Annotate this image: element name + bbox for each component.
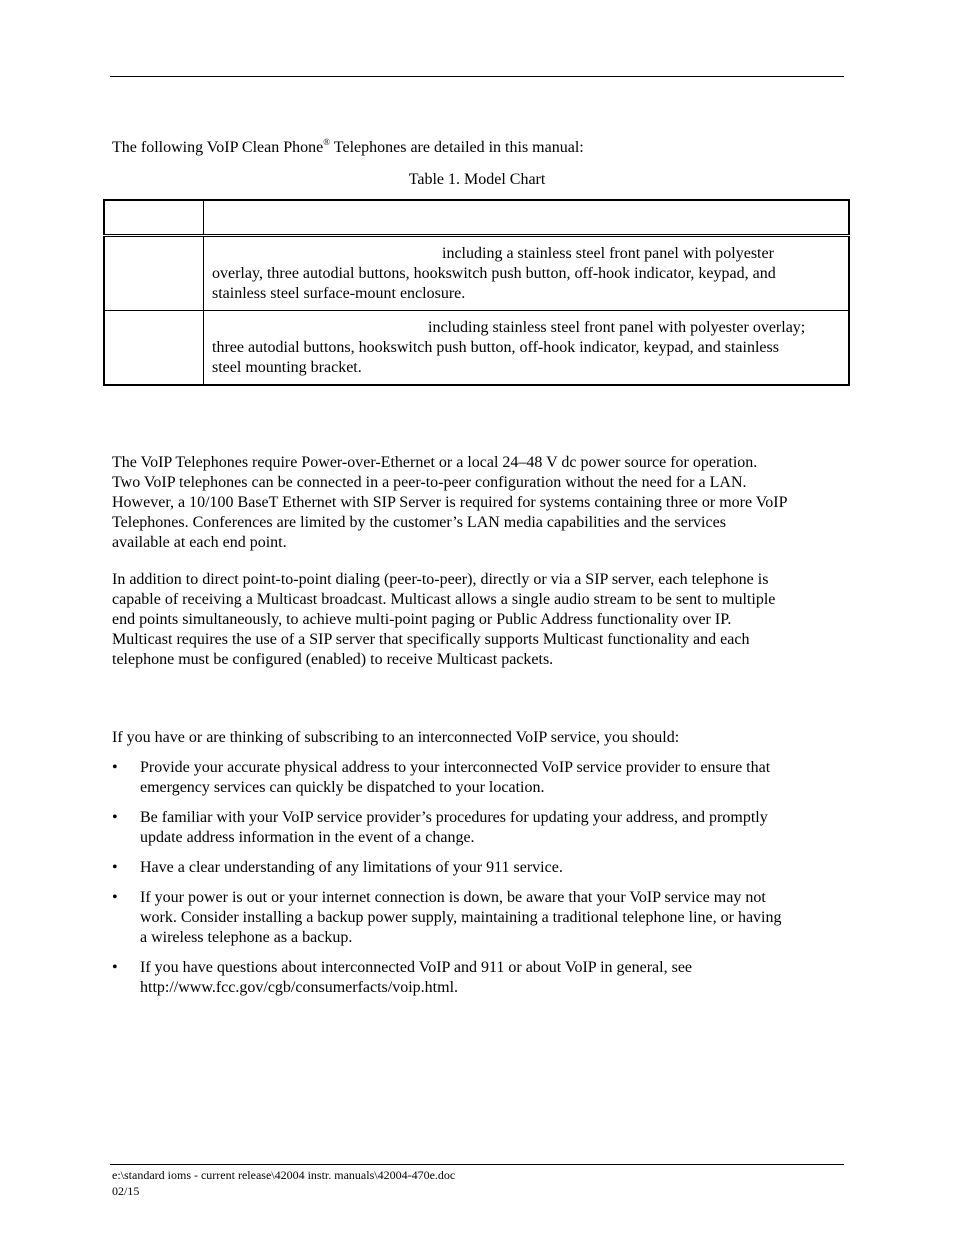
footer-file-path: e:\standard ioms - current release\42004 instr. manuals\42004-470e.doc [112, 1168, 456, 1182]
description-cell: including stainless steel front panel with polyester overlay; three autodial buttons, hookswitch push button, off-hook indicator, keypad, and stainless steel mounting bracket. [204, 311, 850, 386]
list-item: • Provide your accurate physical address to your interconnected VoIP service provider to ensure that emergency services can quickly be dispatched to your location. [112, 759, 771, 796]
footer-rule [110, 1164, 844, 1165]
table-row [104, 311, 849, 386]
fcc-url[interactable]: http://www.fcc.gov/cgb/consumerfacts/voip.html. [140, 979, 459, 996]
power-paragraph: The VoIP Telephones require Power-over-Ethernet or a local 24–48 V dc power source for operation. Two VoIP telephones can be connected in a peer-to-peer configuration without the need for a LAN. However, a 10/100 BaseT Ethernet with SIP Server is required for systems containing three or more VoIP Telephones. Conferences are limited by the customer’s LAN media capabilities and the services available at each end point. [112, 454, 788, 551]
list-item: • If you have questions about interconnected VoIP and 911 or about VoIP in general, see http://www.fcc.gov/cgb/consumerfacts/voip.html. [112, 959, 693, 996]
bullet-icon: • [112, 859, 118, 876]
header-cell-model [104, 200, 204, 236]
model-cell [104, 311, 204, 386]
table-header-row [104, 200, 849, 236]
multicast-paragraph: In addition to direct point-to-point dialing (peer-to-peer), directly or via a SIP server, each telephone is capable of receiving a Multicast broadcast. Multicast allows a single audio stream to be sent to multiple end points simultaneously, to achieve multi-point paging or Public Address functionality over IP. Multicast requires the use of a SIP server that specifically supports Multicast functionality and each telephone must be configured (enabled) to receive Multicast packets. [112, 571, 776, 668]
bullet-icon: • [112, 889, 118, 906]
bullet-icon: • [112, 809, 118, 826]
list-item: • Be familiar with your VoIP service provider’s procedures for updating your address, and promptly update address information in the event of a change. [112, 809, 768, 846]
table-caption: Table 1. Model Chart [408, 171, 546, 188]
list-item: • If your power is out or your internet connection is down, be aware that your VoIP service may not work. Consider installing a backup power supply, maintaining a traditional telephone line, or having a wireless telephone as a backup. [112, 889, 782, 946]
bullet-icon: • [112, 759, 118, 776]
voip-service-intro: If you have or are thinking of subscribing to an interconnected VoIP service, you should: [112, 729, 680, 746]
bullet-icon: • [112, 959, 118, 976]
voip-advice-list [112, 758, 844, 1008]
header-rule [110, 76, 844, 77]
intro-text: The following VoIP Clean Phone® Telephones are detailed in this manual: [112, 137, 584, 156]
list-item: • Have a clear understanding of any limitations of your 911 service. [112, 859, 563, 876]
description-cell: including a stainless steel front panel with polyester overlay, three autodial buttons, hookswitch push button, off-hook indicator, keypad, and stainless steel surface-mount enclosure. [204, 236, 850, 311]
model-cell [104, 236, 204, 311]
footer-date: 02/15 [112, 1184, 140, 1198]
model-chart-table [103, 199, 850, 386]
header-cell-description [204, 200, 850, 236]
table-row [104, 236, 849, 311]
